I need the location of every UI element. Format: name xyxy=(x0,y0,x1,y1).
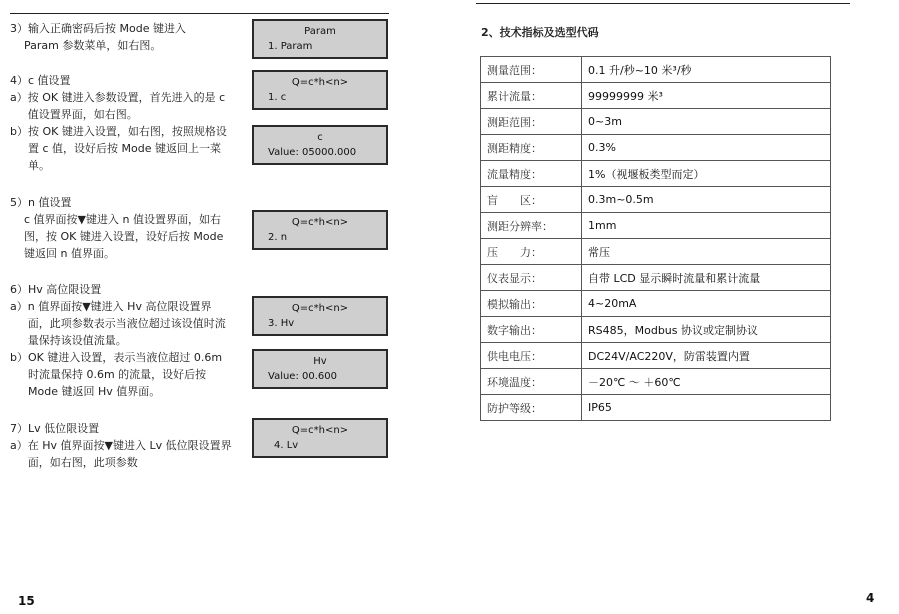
step-4b-marker: b） xyxy=(10,125,28,138)
step-6 xyxy=(10,281,232,400)
lcd-line-2: 3. Hv xyxy=(268,318,295,329)
spec-value: 自带 LCD 显示瞬时流量和累计流量 xyxy=(582,265,831,291)
spec-value: RS485，Modbus 协议或定制协议 xyxy=(582,317,831,343)
table-row xyxy=(481,239,831,265)
spec-label: 测距范围： xyxy=(481,109,582,135)
step-4a-marker: a） xyxy=(10,91,28,104)
lcd-screen-c-value xyxy=(252,125,388,165)
table-row xyxy=(481,395,831,421)
spec-label: 流量精度： xyxy=(481,161,582,187)
spec-value: DC24V/AC220V，防雷装置内置 xyxy=(582,343,831,369)
spec-label: 环境温度： xyxy=(481,369,582,395)
lcd-line-2: Value: 00.600 xyxy=(268,371,337,382)
step-6a-marker: a） xyxy=(10,300,28,313)
top-rule-right xyxy=(476,3,850,4)
spec-value: 1%（视堰板类型而定） xyxy=(582,161,831,187)
step-6b-text: OK 键进入设置，表示当液位超过 0.6m 时流量保持 0.6m 的流量，设好后按 Mode 键返回 Hv 值界面。 xyxy=(27,351,223,398)
lcd-screen-hv-value xyxy=(252,349,388,389)
spec-label: 盲 区： xyxy=(481,187,582,213)
spec-label: 测距精度： xyxy=(481,135,582,161)
spec-label: 仪表显示： xyxy=(481,265,582,291)
step-7a-marker: a） xyxy=(10,439,28,452)
step-4a xyxy=(10,89,232,123)
lcd-line-2: Value: 05000.000 xyxy=(268,147,357,158)
step-7-heading: 7）Lv 低位限设置 xyxy=(10,422,100,435)
lcd-screen-lv-menu xyxy=(252,418,388,458)
table-row xyxy=(481,109,831,135)
table-row xyxy=(481,135,831,161)
table-row xyxy=(481,265,831,291)
spec-value: 4~20mA xyxy=(582,291,831,317)
spec-value: 常压 xyxy=(582,239,831,265)
spec-label: 累计流量： xyxy=(481,83,582,109)
step-7 xyxy=(10,420,232,471)
section-title: 2、技术指标及选型代码 xyxy=(481,26,599,39)
table-row xyxy=(481,83,831,109)
step-5 xyxy=(10,194,232,262)
table-row xyxy=(481,187,831,213)
lcd-line-1: c xyxy=(317,132,323,143)
spec-label: 防护等级： xyxy=(481,395,582,421)
step-3 xyxy=(10,20,232,54)
step-3-heading: 3）输入正确密码后按 Mode 键进入 xyxy=(10,22,186,35)
spec-label: 测量范围： xyxy=(481,57,582,83)
spec-value: 0.3m~0.5m xyxy=(582,187,831,213)
step-6b xyxy=(10,349,232,400)
spec-value: 0~3m xyxy=(582,109,831,135)
step-4a-text: 按 OK 键进入参数设置，首先进入的是 c 值设置界面，如右图。 xyxy=(27,91,226,121)
table-row xyxy=(481,213,831,239)
lcd-line-1: Q=c*h<n> xyxy=(291,303,349,314)
lcd-line-2: 1. Param xyxy=(268,41,313,52)
spec-table xyxy=(480,56,831,421)
step-6b-marker: b） xyxy=(10,351,28,364)
step-6a xyxy=(10,298,232,349)
step-7a-text: 在 Hv 值界面按▼键进入 Lv 低位限设置界面，如右图，此项参数 xyxy=(27,439,232,469)
lcd-line-1: Q=c*h<n> xyxy=(291,217,349,228)
lcd-screen-c-menu xyxy=(252,70,388,110)
spec-value: 0.3% xyxy=(582,135,831,161)
spec-value: 1mm xyxy=(582,213,831,239)
table-row xyxy=(481,57,831,83)
spec-value: －20℃ ～ ＋60℃ xyxy=(582,369,831,395)
page-number-left: 15 xyxy=(18,594,35,608)
lcd-line-1: Hv xyxy=(313,356,327,367)
step-5-text: c 值界面按▼键进入 n 值设置界面，如右图，按 OK 键进入设置，设好后按 Mode 键返回 n 值界面。 xyxy=(24,213,224,260)
top-rule-left xyxy=(10,13,389,14)
table-row xyxy=(481,317,831,343)
lcd-line-1: Q=c*h<n> xyxy=(291,77,349,88)
step-7a xyxy=(10,437,232,471)
step-4-heading: 4）c 值设置 xyxy=(10,74,71,87)
step-4b xyxy=(10,123,232,174)
step-4 xyxy=(10,72,232,174)
step-6a-text: n 值界面按▼键进入 Hv 高位限设置界面，此项参数表示当液位超过该设值时流量保持该设值流量。 xyxy=(27,300,226,347)
lcd-line-2: 2. n xyxy=(268,232,288,243)
table-row xyxy=(481,343,831,369)
table-row xyxy=(481,369,831,395)
step-6-heading: 6）Hv 高位限设置 xyxy=(10,283,102,296)
spec-value: 0.1 升/秒~10 米³/秒 xyxy=(582,57,831,83)
table-row xyxy=(481,291,831,317)
lcd-line-2: 1. c xyxy=(268,92,287,103)
step-5-heading: 5）n 值设置 xyxy=(10,196,72,209)
spec-label: 模拟输出： xyxy=(481,291,582,317)
lcd-screen-hv-menu xyxy=(252,296,388,336)
step-3-line: Param 参数菜单，如右图。 xyxy=(24,39,162,52)
lcd-line-1: Q=c*h<n> xyxy=(291,425,349,436)
lcd-screen-n-menu xyxy=(252,210,388,250)
spec-label: 供电电压： xyxy=(481,343,582,369)
spec-label: 数字输出： xyxy=(481,317,582,343)
page-number-right: 4 xyxy=(866,591,875,605)
spec-value: 99999999 米³ xyxy=(582,83,831,109)
table-row xyxy=(481,161,831,187)
spec-label: 压 力： xyxy=(481,239,582,265)
lcd-line-1: Param xyxy=(304,26,336,37)
lcd-line-2: 4. Lv xyxy=(274,440,299,451)
spec-label: 测距分辨率： xyxy=(481,213,582,239)
lcd-screen-param-menu xyxy=(252,19,388,59)
spec-value: IP65 xyxy=(582,395,831,421)
step-4b-text: 按 OK 键进入设置，如右图，按照规格设置 c 值，设好后按 Mode 键返回上一菜单。 xyxy=(27,125,227,172)
